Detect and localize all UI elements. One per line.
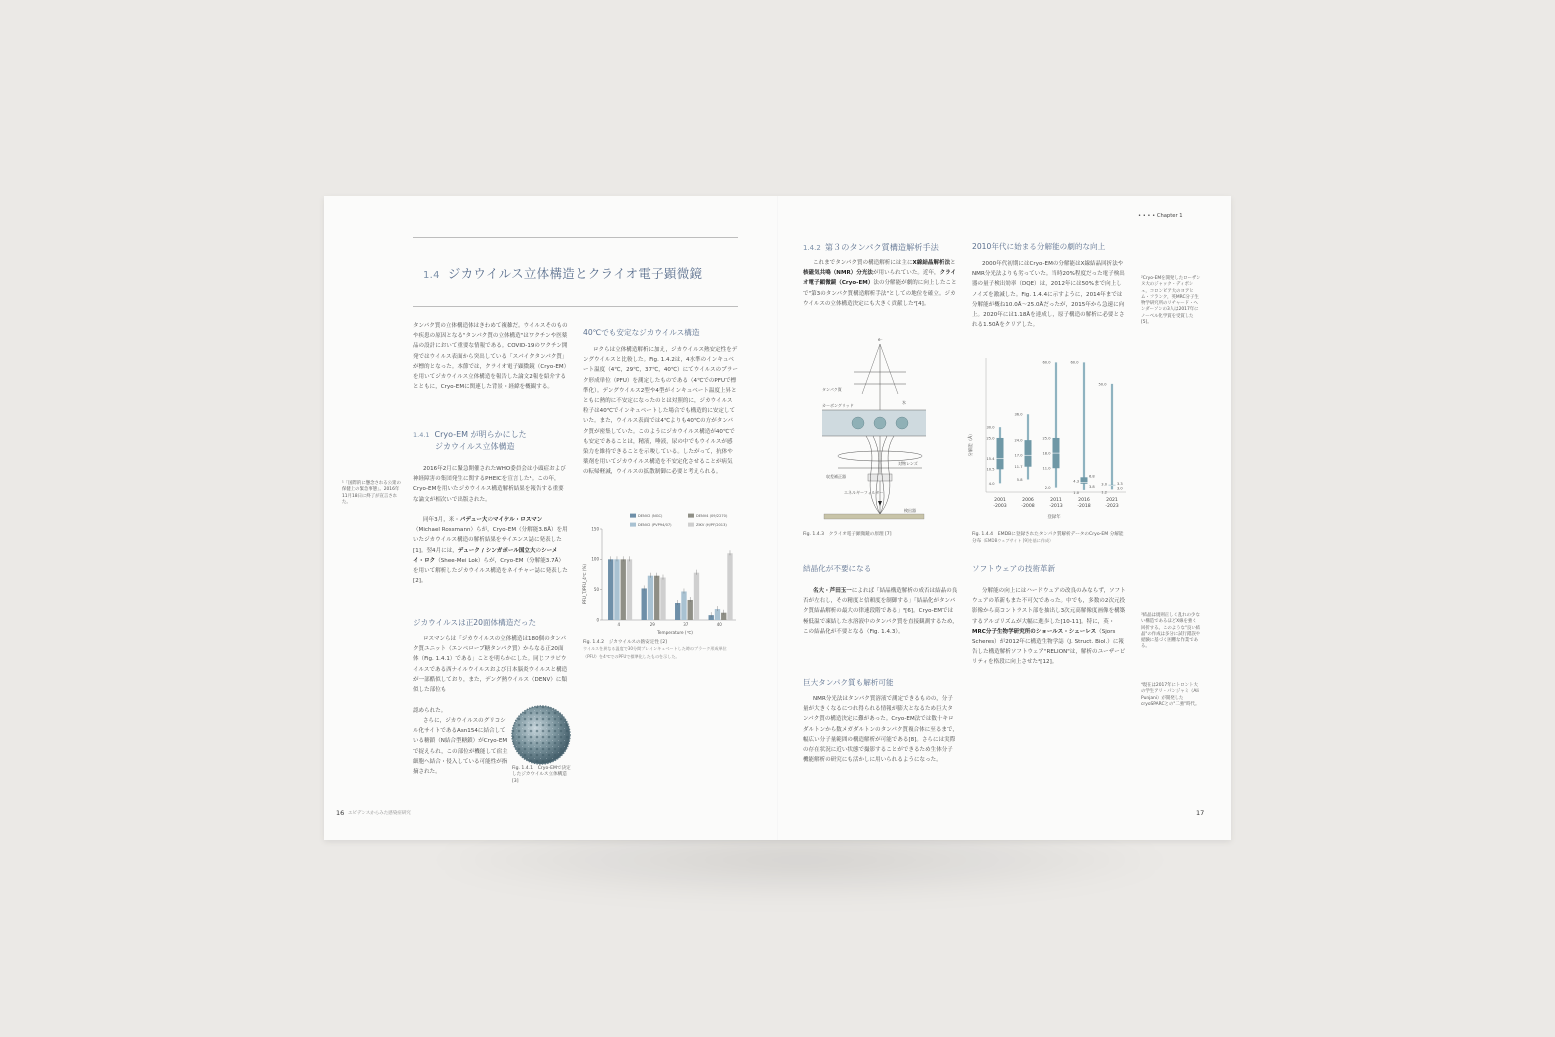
chart2-value-label: 50.0 (1098, 382, 1107, 387)
chart2-box (997, 438, 1004, 469)
chart2-value-label: 3.0 (1101, 482, 1107, 487)
chart2-box (1025, 440, 1032, 467)
label-aberration-corrector: 収差補正器 (826, 474, 846, 479)
chart2-x-tick-label: -2013 (1049, 504, 1063, 509)
paragraph-third-method: これまでタンパク質の構造解析には主にX線結晶解析法と核磁気共鳴（NMR）分光法が用いられていた。近年，クライオ電子顕微鏡（Cryo-EM）法の分解能が劇的に向上したことで"第3のタンパク質構造解析手法"としての地位を確立。ジカウイルスの立体構造決定にも大きく貢献した²[4]。 (803, 260, 957, 307)
fig-144-subcaption: （EMDBウェブサイト [9]を基に作成） (981, 538, 1054, 544)
chart1-legend-label: ZIKV (H/PF/2013) (696, 523, 727, 527)
subsection-141-heading (413, 429, 527, 453)
paragraph-glycosylation: さらに，ジカウイルスのグリコシル化サイトであるAsn154に結合している糖鎖（N結合型糖鎖）がCryo-EMで捉えられ，この部位が機能して宿主細胞へ結合・侵入している可能性が指摘された。 (413, 718, 508, 776)
chart1-legend-label: DENV2 (NGC) (638, 514, 663, 518)
chart2-value-label: 3.3 (1117, 481, 1123, 486)
chart2-value-label: 1.2 (1101, 490, 1107, 495)
paragraph-icosahedron: ロスマンらは「ジカウイルスの立体構造は180個のタンパク質ユニット（エンベロープ糖タンパク質）からなる正20面体（Fig. 1.4.1）である」ことを明らかにした。同じフラビウイルスである西ナイルウイルスおよび日本脳炎ウイルスと構造が一部酷似しており，また，デング熱ウイルス（DENV）に類似した部位も (413, 636, 568, 694)
chapter-marker: • • • • Chapter 1 (1138, 213, 1183, 219)
cryo-em-principle-diagram (818, 336, 930, 526)
paragraph-who: 2016年2月に緊急開催されたWHO委員会は小頭症および神経障害の集団発生に関するPHEICを宣言した¹。この年，Cryo-EMを用いたジカウイルス構造解析結果を報告する重要な論文が相次いで出版された。 (413, 466, 566, 503)
subsection-141-line2: ジカウイルス立体構造 (435, 442, 515, 451)
chart2-value-label: 24.0 (1014, 438, 1023, 443)
section-heading (423, 264, 702, 282)
side-note-nobel: ²Cryo-EMを開発したローザンヌ大のジャック・ディボシェ，コロンビア大のヨアヒム・フランク，英MRC分子生物学研究所のリチャード・ヘンダーソンの3人は2017年にノーベル化学賞を受賞した [5]。 (1141, 276, 1201, 326)
chart2-value-label: 1.0 (1073, 490, 1079, 495)
resolution-distribution-chart (966, 354, 1131, 524)
chart2-x-tick-label: -2003 (993, 504, 1007, 509)
paragraph-thermal-stability: ロクらは立体構造解析に加え，ジカウイルス熱安定性をデングウイルスと比較した。Fig. 1.4.2は，4水準のインキュベート温度（4℃，29℃，37℃，40℃）にてウイルスのプラーク形成単位（PFU）を測定したものである（4℃でのPFUで標準化）。デングウイルス2型や4型がインキュベート温度上昇とともに熱的に不安定になったのとは対照的に，ジカウイルス粒子は40℃でインキュベートした場合でも構造的に安定していた。また，ウイルス表面では4℃よりも40℃の方がタンパク質が密集していた。このようにジカウイルス構造が40℃でも安定であることは，精液，唾液，尿の中でもウイルスが感染力を維持できることを示唆している。したがって，抗体や薬剤を用いてジカウイルス構造を不安定化させることが病気の転帰軽減，ウイルスの拡散制御に必要と考えられる。 (583, 347, 738, 476)
chart2-ylabel: 分解能（Å） (969, 431, 974, 457)
chart1-legend-swatch (688, 514, 694, 518)
chart1-bar (654, 576, 659, 620)
chart2-value-label: 18.0 (1042, 451, 1051, 456)
software-heading: ソフトウェアの技術革新 (972, 564, 1056, 573)
section-rule-top (413, 237, 738, 238)
chart1-x-tick-label: 40 (716, 622, 722, 627)
subsection-142-title: 第３のタンパク質構造解析手法 (824, 242, 939, 252)
chart1-bar (681, 591, 686, 620)
chart2-x-tick-label: -2008 (1021, 504, 1035, 509)
label-ice: 氷 (902, 400, 906, 405)
fig-143-caption: Fig. 1.4.3 クライオ電子顕微鏡の原理 [7] (803, 532, 892, 537)
chart2-value-label: 60.0 (1070, 360, 1079, 365)
paragraph-resolution: 2000年代初期にはCryo-EMの分解能はX線結晶回折法やNMR分光法よりも劣っていた。当時20%程度だった電子検出器の量子検出効率（DQE）は，2012年には50%まで向上しノイズを激減した。Fig. 1.4.4に示すように，2014年までは分解能が概ね10.0Å〜25.0Åだったが，2015年から急速に向上。2020年には1.18Åを達成し，原子構造の解析に必要とされる1.50Åをクリアした。 (972, 261, 1125, 329)
subsection-141-line1: Cryo-EM が明らかにした (434, 430, 527, 439)
crystallization-heading: 結晶化が不要になる (803, 564, 872, 573)
chart2-value-label: 11.7 (1014, 465, 1023, 470)
subsection-142-number: 1.4.2 (803, 244, 821, 252)
paragraph-rossmann: 同年3月，米・パデュー大のマイケル・ロスマン（Michael Rossmann）らが，Cryo-EM（分解能3.8Å）を用いたジカウイルス構造の解析結果をサイエンス誌に発表した[1]。翌4月には，デューク / シンガポール国立大のシーメイ・ロク（Shee-Mei Lok）らが，Cryo-EM（分解能3.7Å）を用いて解析したジカウイルス構造をネイチャー誌に発表した[2]。 (413, 517, 568, 585)
chart2-value-label: 15.4 (986, 457, 995, 462)
label-protein: タンパク質 (822, 387, 842, 392)
page-number-left: 16 (336, 809, 345, 817)
chart1-legend-swatch (630, 514, 636, 518)
chart1-xlabel: Temperature (℃) (657, 630, 693, 635)
chart2-value-label: 36.0 (1014, 412, 1023, 417)
label-objective-lens: 対物レンズ (898, 461, 918, 466)
chart2-x-tick-label: 2016 (1078, 498, 1090, 503)
chart2-xlabel: 登録年 (1047, 515, 1061, 520)
label-electron: e⁻ (878, 337, 883, 342)
chart1-ylabel: PFU_T/PFU_4℃ (%) (582, 563, 587, 605)
fig-144-caption (972, 532, 1127, 546)
chart2-value-label: 3.0 (1117, 486, 1123, 491)
chart2-x-tick-label: 2011 (1050, 498, 1062, 503)
chart2-value-label: 25.0 (1042, 436, 1051, 441)
chart2-value-label: 11.0 (1042, 466, 1051, 471)
fig-142-title: Fig. 1.4.2 ジカウイルスの熱安定性 [2] (583, 640, 667, 645)
chart1-x-tick-label: 29 (649, 622, 655, 627)
intro-paragraph: タンパク質の立体構造体はきわめて複雑だ。ウイルスそのものや疾患の原因となる"タンパク質の立体構造"はワクチンや医薬品の設計において重要な情報である。COVID-19のワクチン開発ではウイルス表面から突出している「スパイクタンパク質」が標的となった。本節では，クライオ電子顕微鏡（Cryo-EM）を用いてジカウイルス立体構造を報告した論文2報を紹介するとともに，Cryo-EMに関連した背景・経緯を概観する。 (413, 323, 568, 391)
chart1-x-tick-label: 37 (683, 622, 689, 627)
fig-144-title: Fig. 1.4.4 EMDBに登録されたタンパク質解析データのCryo-EM 分解能分布 (972, 532, 1124, 545)
thermal-stability-chart (580, 512, 740, 640)
subsection-141-number: 1.4.1 (413, 431, 430, 439)
chart2-value-label: 4.3 (1073, 479, 1079, 484)
chart2-value-label: 4.0 (988, 481, 995, 486)
section-number: 1.4 (423, 270, 440, 281)
chart1-y-tick-label: 0 (596, 617, 599, 623)
chart1-bar (688, 600, 693, 620)
chart2-value-label: 3.8 (1089, 484, 1095, 489)
fig-142-subcaption: ウイルスを異なる温度で30分間プレインキュベートした時のプラーク形成単位（PFU）を4℃でのPFUで標準化したものを示した。 (583, 646, 727, 659)
label-carbon-grid: カーボングリッド (822, 403, 854, 408)
chart2-x-tick-label: -2018 (1077, 504, 1091, 509)
subsection-142-heading (803, 241, 939, 254)
resolution-improvement-heading: 2010年代に始まる分解能の劇的な向上 (972, 242, 1106, 251)
chart1-y-tick-label: 50 (593, 587, 599, 593)
section-rule-bottom (413, 306, 738, 307)
paragraph-software: 分解能の向上にはハードウェアの改良のみならず，ソフトウェアの革新もまた不可欠であった。中でも，多数の2次元投影像から高コントラスト部を抽出し3次元高解像度画像を構築するアルゴリズムが大幅に進歩した[10-11]。特に，英・MRC分子生物学研究所のショールス・シェーレス（Sjors Scheres）が2012年に構造生物学誌（J. Struct. Biol.）に報告した構造解析ソフトウェア"RELION"は，解析のユーザービリティを格段に向上させた⁴[12]。 (972, 588, 1126, 666)
chart1-bar (627, 559, 632, 620)
chart1-legend-label: DENV2 (PVP94/07) (638, 523, 672, 527)
chart1-bar (675, 603, 680, 620)
fig-141-caption: Fig. 1.4.1 Cryo-EMで決定したジカウイルス立体構造 [3] (512, 766, 571, 784)
chart2-x-tick-label: 2021 (1106, 498, 1118, 503)
side-note-crystal: ³結晶は規則正しく乱れの少ない構造であるほどX線を強く回折する。このような"良い結晶"の作成は多分に試行錯誤や経験に基づく困難な作業である。 (1141, 613, 1201, 650)
chart2-value-label: 2.0 (1044, 486, 1051, 491)
paragraph-crystallization: 名大・芦田玉一によれば「結晶構造解析の成否は結晶の良否が左右し，その精度と信頼度を制御する」「結晶化がタンパク質結晶解析の最大の律速段階である」³[6]。Cryo-EMでは極低温で凍結した水溶液中のタンパク質を直接観測するため，この結晶化が不要となる（Fig. 1.4.3）。 (803, 588, 958, 635)
chart1-legend-label: DENV4 (09/2270) (696, 514, 728, 518)
chart2-x-tick-label: -2023 (1105, 504, 1119, 509)
section-title: ジカウイルス立体構造とクライオ電子顕微鏡 (447, 266, 703, 281)
thermal-stability-heading: 40℃でも安定なジカウイルス構造 (583, 328, 700, 337)
chart1-bar (614, 559, 619, 620)
side-note-cryosparc: ⁴現在は2017年にトロント大の学生アリ・パンジャミ（Ali Punjani）が開発したcryoSPARCとの"二強"時代。 (1141, 683, 1200, 707)
chart2-x-tick-label: 2006 (1022, 498, 1034, 503)
fig-142-caption (583, 640, 738, 661)
paragraph-icosahedron-tail: 認められた。 (413, 708, 447, 714)
paragraph-giant-protein: NMR分光法はタンパク質溶液で測定できるものの，分子量が大きくなるにつれ得られる情報が膨大となるため巨大タンパク質の構造決定に難があった。Cryo-EM法では数十キロダルトンから数メガダルトンのタンパク質複合体に至るまで，幅広い分子量範囲の構造解析が可能である[8]。さらには実際の存在状況に近い状態で撮影することができるため生体分子機能解析の研究にも活かしに用いられるようになった。 (803, 696, 958, 764)
chart1-x-tick-label: 4 (617, 622, 621, 627)
chart1-bar (648, 576, 653, 620)
label-energy-filter: エネルギーフィルター (844, 490, 884, 495)
chart1-bar (694, 573, 699, 620)
protein-particles (852, 417, 908, 429)
chart2-value-label: 6.8 (1089, 474, 1095, 479)
label-detector: 検出器 (904, 508, 916, 513)
zika-virus-structure-image (510, 704, 572, 766)
chart2-value-label: 17.0 (1014, 453, 1023, 458)
chart1-y-tick-label: 100 (591, 556, 599, 562)
detector (824, 514, 924, 519)
chart1-y-tick-label: 150 (591, 526, 599, 532)
page-number-right: 17 (1196, 809, 1205, 817)
chart2-x-tick-label: 2001 (994, 498, 1006, 503)
chart1-bar (727, 553, 732, 620)
chart1-bar (660, 578, 665, 620)
icosahedron-heading: ジカウイルスは正20面体構造だった (413, 618, 537, 627)
giant-protein-heading: 巨大タンパク質も解析可能 (803, 678, 894, 687)
chart1-bar (608, 559, 613, 620)
chart2-value-label: 5.8 (1016, 477, 1023, 482)
chart1-legend-swatch (688, 523, 694, 527)
chart2-value-label: 10.5 (986, 467, 995, 472)
chart1-bar (621, 559, 626, 620)
book-gutter (777, 196, 778, 840)
running-head: エビデンスからみた感染症研究 (348, 811, 411, 816)
chart2-value-label: 60.0 (1042, 360, 1051, 365)
chart1-legend-swatch (630, 523, 636, 527)
chart1-bar (642, 588, 647, 620)
chart2-value-label: 25.0 (986, 436, 995, 441)
chart2-value-label: 30.0 (986, 425, 995, 430)
side-note-pheic: ¹「国際的に懸念される公衆の保健上の緊急事態」。2016年11月18日に終了が宣言された。 (342, 481, 401, 505)
